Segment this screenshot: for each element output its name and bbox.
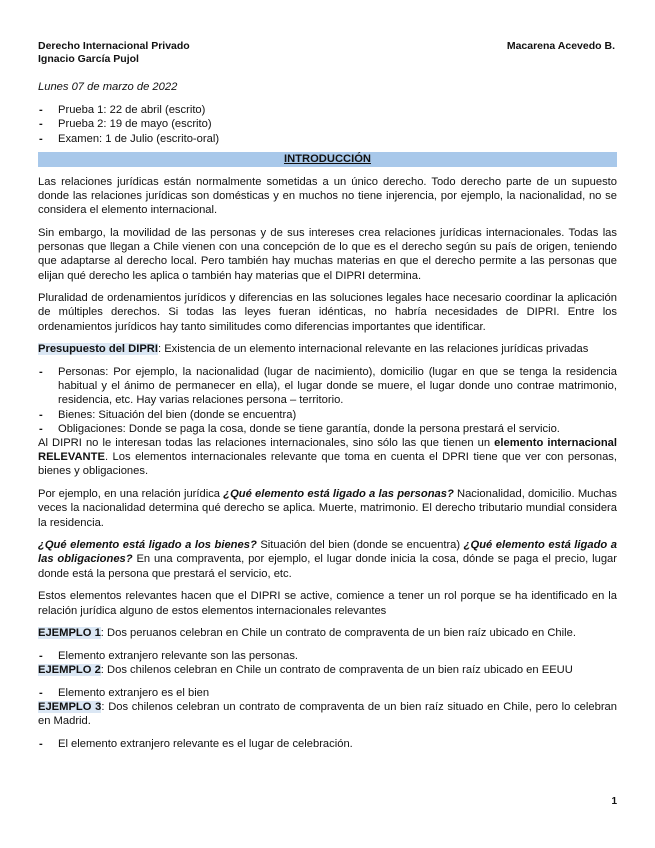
list-item: - Personas: Por ejemplo, la nacionalidad (lugar de nacimiento), domicilio (lugar en que se tenga la residencia habitual y el ánimo de permanecer en ella), el lugar donde se muere, el lugar donde uno contrae matrimonio, residencia, etc. Hay varias relaciones persona – territorio. — [38, 365, 617, 408]
bold-text: elemento internacional RELEVANTE — [38, 437, 617, 464]
lecture-date: Lunes 07 de marzo de 2022 — [38, 81, 178, 93]
text-run: . Los elementos internacionales relevante que toma en cuenta el DPRI tiene que ver con personas, bienes y obligaciones. — [38, 451, 617, 478]
text-run: Situación del bien (donde se encuentra) — [256, 539, 464, 552]
section-title: INTRODUCCIÓN — [38, 152, 617, 167]
example-list — [38, 686, 617, 700]
list-item: - Examen: 1 de Julio (escrito-oral) — [38, 132, 617, 146]
question-text: ¿Qué elemento está ligado a las obligaciones? — [38, 539, 617, 566]
list-item: - Elemento extranjero es el bien — [38, 686, 617, 700]
presupuesto-list — [38, 365, 617, 436]
example-text: : Dos chilenos celebran un contrato de compraventa de un bien raíz situado en Chile, pero lo celebran en Madrid. — [38, 701, 617, 728]
paragraph: Sin embargo, la movilidad de las personas y de sus intereses crea relaciones jurídicas internacionales. Todas las personas que llegan a Chile vienen con una concepción de lo que es el derecho según su país de origen, teniendo que adaptarse al derecho local. Pero también hay muchas materias en que el derecho permite a las personas que elijan qué derecho les aplica o también hay materias que el DIPRI determina. — [38, 226, 617, 282]
presupuesto-paragraph — [38, 342, 617, 356]
example-paragraph — [38, 663, 617, 677]
professor-name: Ignacio García Pujol — [38, 53, 139, 65]
text-run: Nacionalidad, domicilio. Muchas veces la nacionalidad determina qué derecho se aplica. Muerte, matrimonio. El derecho tributario mundial considera la residencia. — [38, 488, 617, 529]
paragraph — [38, 487, 617, 530]
page-number: 1 — [611, 796, 617, 807]
question-text: ¿Qué elemento está ligado a los bienes? — [38, 539, 257, 552]
example-label: EJEMPLO 3 — [38, 701, 102, 714]
text-run: Al DIPRI no le interesan todas las relaciones internacionales, sino sólo las que tienen un — [38, 437, 495, 450]
paragraph — [38, 538, 617, 581]
list-item: - Obligaciones: Donde se paga la cosa, donde se tiene garantía, donde la persona prestará el servicio. — [38, 422, 617, 436]
question-text: ¿Qué elemento está ligado a las personas? — [223, 488, 454, 501]
example-label: EJEMPLO 1 — [38, 627, 101, 640]
author-name: Macarena Acevedo B. — [506, 40, 615, 52]
paragraph — [38, 436, 617, 479]
document-body — [38, 80, 617, 751]
example-list — [38, 737, 617, 751]
exam-list — [38, 103, 617, 146]
paragraph: Las relaciones jurídicas están normalmente sometidas a un único derecho. Todo derecho parte de un supuesto donde las relaciones jurídicas son domésticas y en muchos no tiene injerencia, por ejemplo, la nacionalidad, no se considera el elemento internacional. — [38, 175, 617, 217]
example-label: EJEMPLO 2 — [38, 664, 101, 677]
list-item: - Elemento extranjero relevante son las personas. — [38, 649, 617, 663]
presupuesto-label: Presupuesto del DIPRI — [38, 343, 158, 356]
example-paragraph — [38, 626, 617, 640]
example-text: : Dos peruanos celebran en Chile un contrato de compraventa de un bien raíz ubicado en Chile. — [100, 627, 576, 640]
list-item: - Bienes: Situación del bien (donde se encuentra) — [38, 408, 617, 422]
list-item: - Prueba 2: 19 de mayo (escrito) — [38, 117, 617, 131]
example-paragraph — [38, 700, 617, 728]
list-item: - El elemento extranjero relevante es el lugar de celebración. — [38, 737, 617, 751]
paragraph: Estos elementos relevantes hacen que el DIPRI se active, comience a tener un rol porque se ha identificado en la relación jurídica alguno de estos elementos internacionales relevantes — [38, 590, 617, 617]
text-run: Por ejemplo, en una relación jurídica — [38, 488, 224, 501]
paragraph: Pluralidad de ordenamientos jurídicos y diferencias en las soluciones legales hace necesario coordinar la aplicación de múltiples derechos. Si todas las leyes fueran idénticas, no habría necesidades de DIPRI. Entre los ordenamientos jurídicos hay tanto similitudes como diferencias importantes que identificar. — [38, 292, 617, 333]
example-text: : Dos chilenos celebran en Chile un contrato de compraventa de un bien raíz ubicado en EEUU — [100, 664, 573, 677]
presupuesto-text: : Existencia de un elemento internacional relevante en las relaciones jurídicas privadas — [157, 343, 589, 356]
list-item: - Prueba 1: 22 de abril (escrito) — [38, 103, 617, 117]
text-run: En una compraventa, por ejemplo, el lugar donde inicia la cosa, dónde se paga el precio, lugar donde está la persona que prestará el servicio, etc. — [38, 553, 617, 580]
example-list — [38, 649, 617, 663]
course-title: Derecho Internacional Privado — [38, 40, 190, 52]
